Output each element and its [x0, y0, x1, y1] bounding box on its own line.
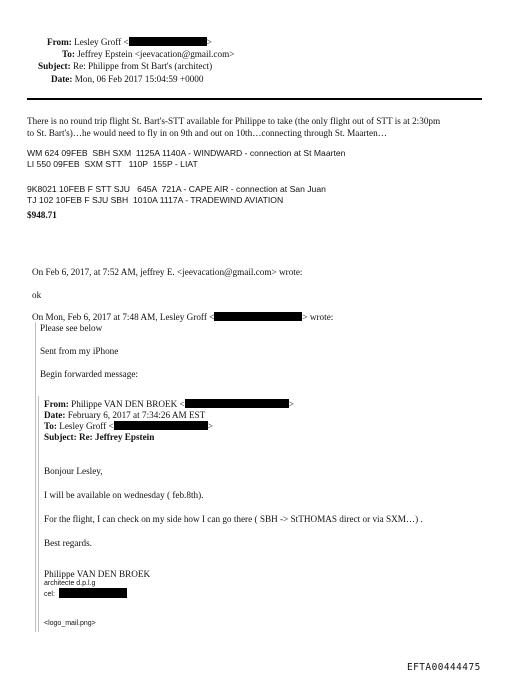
header-subject-row [38, 60, 212, 73]
intro-line-2: to St. Bart's)…he would need to fly in on 9th and out on 10th…connecting through St. Maarten… [27, 128, 387, 138]
price-total: $948.71 [27, 210, 57, 220]
fwd-greeting: Bonjour Lesley, [44, 466, 103, 476]
fwd-from-label: From: [44, 399, 69, 409]
sig-cel-row [44, 588, 127, 599]
quote-bar-inner [38, 396, 39, 632]
quote1-attribution: On Feb 6, 2017, at 7:52 AM, jeffrey E. <jeevacation@gmail.com> wrote: [32, 267, 303, 277]
fwd-subject-label: Subject: [44, 432, 77, 442]
intro-line-1: There is no round trip flight St. Bart's-STT available for Philippe to take (the only flight out of STT is at 2:30pm [27, 116, 441, 126]
to-label: To: [62, 49, 75, 59]
fwd-to-tail: > [207, 421, 213, 431]
from-value: Lesley Groff < [74, 37, 129, 47]
fwd-line-2: For the flight, I can check on my side how I can go there ( SBH -> StTHOMAS direct or via SXM…) . [44, 514, 423, 524]
fwd-from-redaction [185, 399, 289, 408]
subject-label: Subject: [38, 61, 71, 71]
fwd-to-redaction [114, 421, 208, 430]
flight-line-2: LI 550 09FEB SXM STT 110P 155P - LIAT [27, 159, 198, 169]
to-value: Jeffrey Epstein <jeevacation@gmail.com> [77, 49, 235, 59]
from-tail: > [206, 37, 212, 47]
fwd-date-value: February 6, 2017 at 7:34:26 AM EST [67, 410, 206, 420]
fwd-date-label: Date: [44, 410, 66, 420]
fwd-to-value: Lesley Groff < [59, 421, 114, 431]
sig-name: Philippe VAN DEN BROEK [44, 569, 151, 579]
date-label: Date: [51, 74, 73, 84]
from-label: From: [47, 37, 72, 47]
sig-cel-label: cel: [44, 591, 55, 598]
quote1-text: ok [32, 290, 42, 300]
fwd-line-1: I will be available on wednesday ( feb.8th). [44, 490, 204, 500]
quote2-redaction [214, 312, 302, 321]
attachment-name: <logo_mail.png> [44, 620, 96, 627]
quote2-line-1: Please see below [40, 323, 103, 333]
header-divider [27, 98, 482, 100]
fwd-from-tail: > [288, 399, 294, 409]
quote2-line-2: Sent from my iPhone [40, 346, 119, 356]
fwd-closing: Best regards. [44, 538, 92, 548]
sig-cel-redaction [59, 588, 127, 598]
subject-value: Re: Philippe from St Bart's (architect) [72, 61, 213, 71]
from-redaction [129, 37, 207, 46]
document-id: EFTA00444475 [407, 662, 481, 673]
header-date-row [51, 73, 203, 86]
sig-title: architecte d.p.l.g [44, 580, 96, 587]
fwd-from-value: Philippe VAN DEN BROEK < [71, 399, 185, 409]
fwd-subject-row [44, 431, 154, 444]
fwd-to-label: To: [44, 421, 57, 431]
date-value: Mon, 06 Feb 2017 15:04:59 +0000 [74, 74, 204, 84]
quote-bar-outer [35, 322, 36, 632]
quote2-line-3: Begin forwarded message: [40, 369, 138, 379]
quote2-attribution-start: On Mon, Feb 6, 2017 at 7:48 AM, Lesley Groff < [32, 312, 215, 322]
quote2-attribution-end: > wrote: [302, 312, 334, 322]
flight-line-3: 9K8021 10FEB F STT SJU 645A 721A - CAPE AIR - connection at San Juan [27, 184, 326, 194]
flight-line-4: TJ 102 10FEB F SJU SBH 1010A 1117A - TRADEWIND AVIATION [27, 195, 284, 205]
fwd-subject-value: Re: Jeffrey Epstein [78, 432, 155, 442]
flight-line-1: WM 624 09FEB SBH SXM 1125A 1140A - WINDWARD - connection at St Maarten [27, 148, 346, 158]
